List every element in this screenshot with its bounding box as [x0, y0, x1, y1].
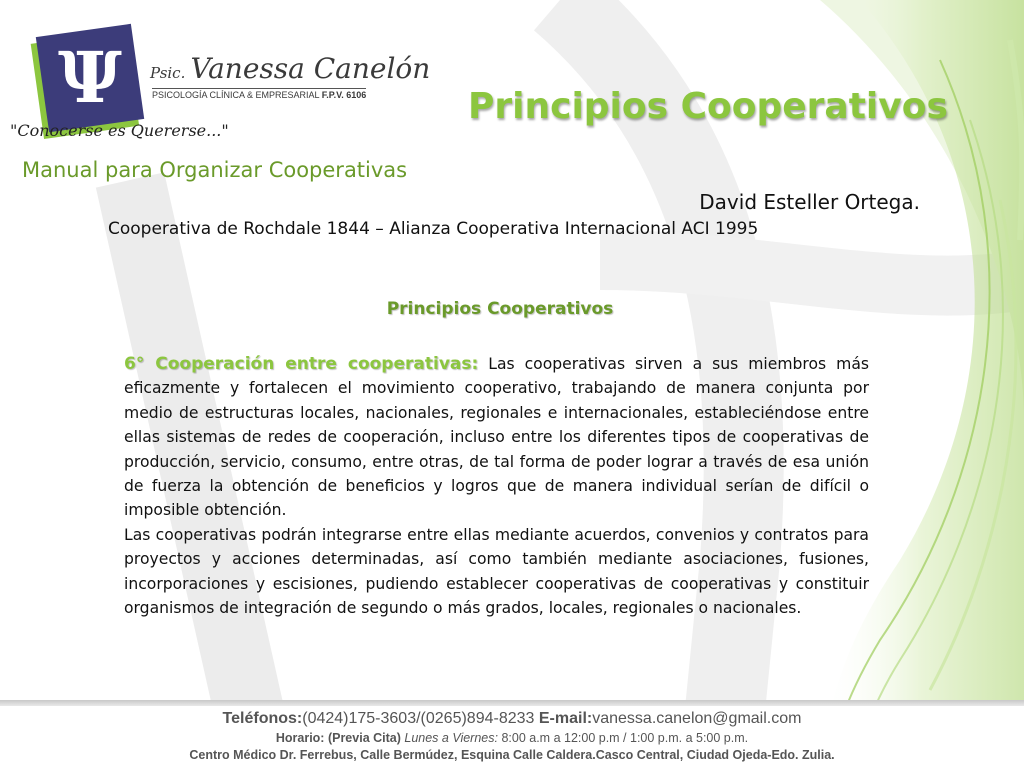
email-value: vanessa.canelon@gmail.com [592, 710, 802, 727]
principle-body [124, 352, 869, 620]
schedule-days: Lunes a Viernes: [404, 731, 498, 745]
schedule-label: Horario: (Previa Cita) [275, 731, 401, 745]
phones-label: Teléfonos: [222, 710, 303, 727]
reference-line: Cooperativa de Rochdale 1844 – Alianza Cooperativa Internacional ACI 1995 [108, 219, 759, 239]
principle-heading: 6° Cooperación entre cooperativas: [124, 354, 479, 374]
logo-slogan: "Conocerse es Quererse..." [10, 121, 229, 140]
logo [10, 18, 431, 148]
principle-paragraph [124, 352, 869, 523]
footer-contact [0, 710, 1024, 728]
psi-logo-icon: Ψ [36, 24, 144, 132]
logo-fpv: F.P.V. 6106 [321, 90, 367, 100]
email-label: E-mail: [538, 710, 593, 727]
logo-tagline-text: PSICOLOGÍA CLÍNICA & EMPRESARIAL [152, 90, 320, 100]
logo-name-prefix: Psic. [150, 64, 186, 82]
second-paragraph: Las cooperativas podrán integrarse entre ellas mediante acuerdos, convenios y contratos para proyectos y acciones determinadas, así como también mediante asociaciones, fusiones, incorporaciones y escisiones, pudiendo establecer cooperativas de cooperativas y constituir organismos de integración de segundo o más grados, locales, regionales o nacionales. [124, 525, 869, 618]
logo-name [150, 52, 430, 85]
logo-name-main: Vanessa Canelón [190, 52, 431, 85]
author: David Esteller Ortega. [699, 190, 920, 214]
schedule-hours: 8:00 a.m a 12:00 p.m / 1:00 p.m. a 5:00 p.m. [501, 731, 749, 745]
footer-schedule [0, 731, 1024, 745]
phones-value: (0424)175-3603/(0265)894-8233 [302, 710, 535, 727]
slide-subtitle: Manual para Organizar Cooperativas [22, 158, 408, 182]
footer [0, 706, 1024, 768]
logo-tagline [152, 88, 366, 100]
section-title: Principios Cooperativos [386, 299, 614, 319]
footer-address: Centro Médico Dr. Ferrebus, Calle Bermúdez, Esquina Calle Caldera.Casco Central, Ciudad Ojeda-Edo. Zulia. [189, 748, 835, 762]
slide-title: Principios Cooperativos [468, 86, 948, 127]
principle-text: Las cooperativas sirven a sus miembros más eficazmente y fortalecen el movimiento cooperativo, trabajando de manera conjunta por medio de estructuras locales, nacionales, regionales e internacionales, estableciéndose entre ellas sistemas de redes de cooperación, incluso entre los diferentes tipos de cooperativas de producción, servicio, consumo, entre otras, de tal forma de poder lograr a través de esa unión de fuerza la obtención de beneficios y logros que de manera individual serían de difícil o imposible obtención. [124, 355, 869, 520]
